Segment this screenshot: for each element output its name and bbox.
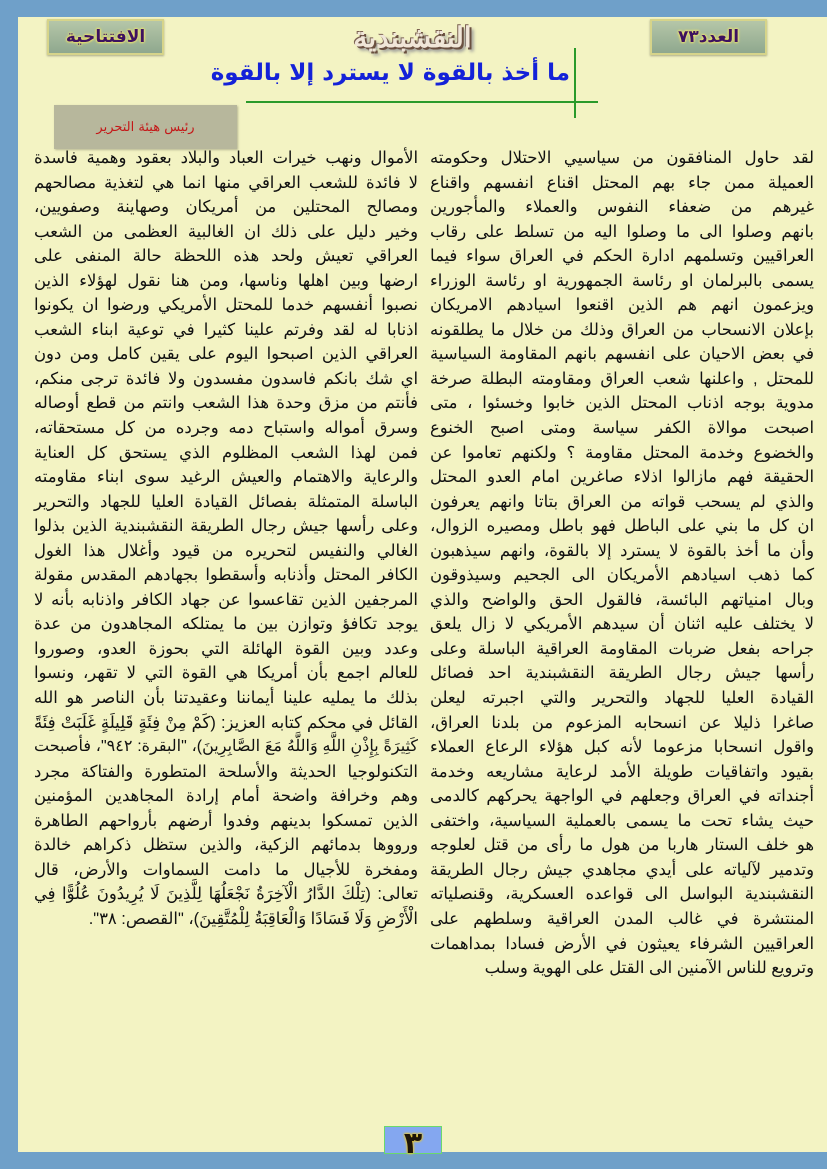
text-line: كما ذهب اسيادهم الأمريكان الى الجحيم وسيذوقون (430, 566, 814, 585)
text-line: الغالي والنفيس لتحريره من قيود وأغلال هذا الغول (34, 541, 418, 560)
text-line: ان كل ما بني على الباطل فهو باطل ومصيره الزوال، (430, 517, 814, 536)
text-line: ومفخرة للأجيال ما دامت السماوات والأرض، قال (34, 860, 418, 879)
text-line: وهم وخرافة واضحة أمام إرادة المجاهدين المؤمنين (34, 787, 418, 806)
article-headline: ما أخذ بالقوة لا يسترد إلا بالقوة (210, 60, 570, 86)
author-box (54, 105, 237, 149)
text-line: كَثِيرَةً بِإِذْنِ اللَّهِ وَاللَّهُ مَعَ الصَّابِرِينَ)، "البقرة: ٩٤٢"، فأصبحت (34, 738, 419, 756)
text-line: في بعض الاحيان على انفسهم بانهم المقاومة السياسية (430, 345, 814, 364)
page-number: ٣ (403, 1126, 423, 1161)
text-line: وأن ما أخذ بالقوة لا يسترد إلا بالقوة، وانهم سيذهبون (430, 541, 814, 560)
text-line: الحقيقة فهم مازالوا اذلاء صاغرين امام العدو المحتل (430, 468, 814, 487)
text-line: اذنابا له لقد وفرتم علينا كثيرا في توعية ابناء الشعب (34, 320, 418, 339)
text-line: بانهم وصلوا الى ما وصلوا اليه من تسلط على رقاب (430, 222, 814, 241)
text-line: ارضها وبين اهلها وناسها، ومن هنا نقول لهؤلاء الذين (34, 271, 418, 290)
article-column-right (430, 146, 814, 981)
text-line: والخضوع وخدمة المحتل مقاومة ؟ ولكنهم تعاموا عن (430, 443, 814, 462)
text-line: جراحه بفعل ضربات المقاومة العراقية الباسلة وعلى (430, 639, 814, 658)
text-line: المنتشرة في غالب المدن العراقية وسلطهم على (430, 909, 814, 928)
text-line: ومصالح المحتلين من أمريكان وصهاينة وصفويين، (34, 198, 418, 217)
text-line: مدوية بوجه اذناب المحتل الذين خابوا وخسئوا ، متى (430, 394, 814, 413)
masthead-logo (320, 14, 505, 60)
text-line: وتدمير لآلياته على أيدي مجاهدي جيش رجال الطريقة (430, 860, 814, 879)
text-line: المرجفين الذين تقاعسوا عن جهاد الكافر واذنابه بأنه لا (34, 590, 418, 609)
text-line: واقول انسحابا مزعوما لأنه كبل هؤلاء الرعاع العملاء (430, 738, 814, 757)
headline-vertical-rule (574, 48, 576, 118)
text-line: فأنتم من مزق وحدة هذا الشعب وانتم من قطع أوصاله (34, 394, 418, 413)
text-line: العراقي تعيش ولحد هذه اللحظة حالة المنفى على (34, 247, 418, 266)
text-line: الباسلة المتمثلة بفصائل القيادة العليا للجهاد والتحرير (34, 492, 418, 511)
text-line: اصبحت موالاة الكفر سياسة ومتى اصبح الخنوع (430, 419, 814, 438)
text-line: صاغرا ذليلا عن انسحابه المزعوم من بلدنا العراق، (430, 713, 814, 732)
text-line: حيث يشاء تحت ما يسمى بالعملية السياسية، واختفى (430, 811, 814, 830)
text-line: رأسها جيش رجال الطريقة النقشبندية احد فصائل (430, 664, 814, 683)
text-line: يوجد تكافؤ وتوازن بين ما يمتلكه المجاهدون من عدة (34, 615, 418, 634)
text-line: والذي لم يسحب قواته من العراق بتاتا وانهم يعرفون (430, 492, 814, 511)
text-line: هو خلف الستار هاربا من هول ما رأى من قتل لعلوجه (430, 836, 814, 855)
text-line: وخير دليل على ذلك ان الغالبية العظمى من الشعب (34, 222, 418, 241)
page-number-box (384, 1126, 442, 1161)
text-line: ويزعمون انهم هم الذين اقنعوا اسيادهم الامريكان (430, 296, 814, 315)
text-line: وترويع للناس الآمنين الى القتل على الهوية وسلب (484, 959, 814, 978)
text-line: العراقيين وتسلمهم ادارة الحكم في العراق سواء فيما (430, 247, 814, 266)
text-line: وبال امنياتهم البائسة، فالقول الحق والواضح والذي (430, 590, 814, 609)
text-line: التكنولوجيا الحديثة والأسلحة المتطورة والفتاكة مجرد (34, 762, 418, 781)
text-line: اي شك بانكم فاسدون مفسدون ولا فائدة ترجى منكم، (34, 369, 418, 388)
text-line: ورووها بدمائهم الزكية، والذين ستظل ذكراهم خالدة (34, 836, 418, 855)
text-line: العميلة ممن جاء بهم المحتل اقناع انفسهم واقناع (430, 173, 814, 192)
issue-number: العدد٧٣ (677, 27, 740, 47)
text-line: الذين تمسكوا بدينهم وفدوا أرضهم بأرواحهم الطاهرة (34, 811, 418, 830)
text-line: يسمى بالبرلمان او رئاسة الجمهورية او رئاسة الوزراء (430, 271, 814, 290)
text-line: وعدد وبين القوة الهائلة التي بحوزة العدو، وصوروا (34, 639, 418, 658)
text-line: والرعاية والاهتمام والعيش الرغيد سوى ابناء مقاومته (34, 468, 418, 487)
text-line: القيادة العليا للجهاد والتحرير والتي اجبرته ليعلن (430, 689, 814, 708)
text-line: غيرهم من ضعفاء النفوس والعملاء والمأجورين (430, 198, 814, 217)
article-column-left (34, 146, 418, 932)
text-line: وسرق أمواله واستباح دمه وجرده من كل مستحقاته، (34, 419, 418, 438)
text-line: لقد حاول المنافقون من سياسيي الاحتلال وحكومته (430, 149, 814, 167)
text-line: النقشبندية البواسل الى قواعده العسكرية، وقنصلياته (430, 885, 814, 904)
text-line: لا يختلف عليه اثنان أن سيدهم الأمريكي لا زال يلعق (430, 615, 814, 634)
text-line: للمحتل , واعلنها شعب العراق ومقاومته البطلة صرخة (430, 369, 814, 388)
text-line: للعالم اجمع بأن أمريكا هي القوة التي لا تقهر، ونسوا (34, 664, 418, 683)
text-line: الأموال ونهب خيرات العباد والبلاد بعقود وهمية فاسدة (34, 149, 418, 167)
text-line: فمن لهذا الشعب المظلوم الذي يستحق كل العناية (34, 443, 418, 462)
text-line: الْأَرْضِ وَلَا فَسَادًا وَالْعَاقِبَةُ لِلْمُتَّقِينَ)، "القصص: ٣٨". (88, 909, 418, 928)
text-line: بذلك ما يمليه علينا أيماننا وعقيدتنا بأن الناصر هو الله (34, 689, 418, 708)
text-line: الكافر المحتل وأذنابه وأسقطوا بجهادهم المقدس مقولة (34, 566, 418, 585)
masthead-text: النقشبندية (353, 20, 472, 54)
text-line: نصبوا أنفسهم خدما للمحتل الأمريكي ورضوا ان يكونوا (34, 296, 418, 315)
issue-number-badge (650, 19, 767, 55)
text-line: العراقي الذين اصبحوا اليوم على يقين كامل ومن دون (34, 345, 418, 364)
text-line: بقيود واتفاقيات طويلة الأمد لرعاية مشاريعه وخدمة (430, 762, 814, 781)
text-line: العراقيين الشرفاء يعيثون في الأرض فسادا بمداهمات (430, 934, 814, 953)
text-line: بإعلان الانسحاب من العراق وذلك من خلال ما يطلقونه (430, 320, 814, 339)
text-line: أجنداته في العراق وجعلهم في الواجهة يحركهم كالدمى (430, 787, 814, 806)
text-line: وعلى رأسها جيش رجال الطريقة النقشبندية الذين بذلوا (34, 517, 418, 536)
text-line: لا فائدة للشعب العراقي منها انما هي لتغذية مصالحهم (34, 173, 418, 192)
headline-horizontal-rule (246, 101, 598, 103)
text-line: تعالى: (تِلْكَ الدَّارُ الْآخِرَةُ نَجْعَلُهَا لِلَّذِينَ لَا يُرِيدُونَ عُلُوًّا فِي (34, 885, 418, 904)
section-label: الافتتاحية (65, 27, 146, 47)
author-label: رئيس هيئة التحرير (96, 119, 195, 135)
section-label-badge (47, 19, 164, 55)
text-line: القائل في محكم كتابه العزيز: (كَمْ مِنْ فِئَةٍ قَلِيلَةٍ غَلَبَتْ فِئَةً (34, 713, 418, 732)
